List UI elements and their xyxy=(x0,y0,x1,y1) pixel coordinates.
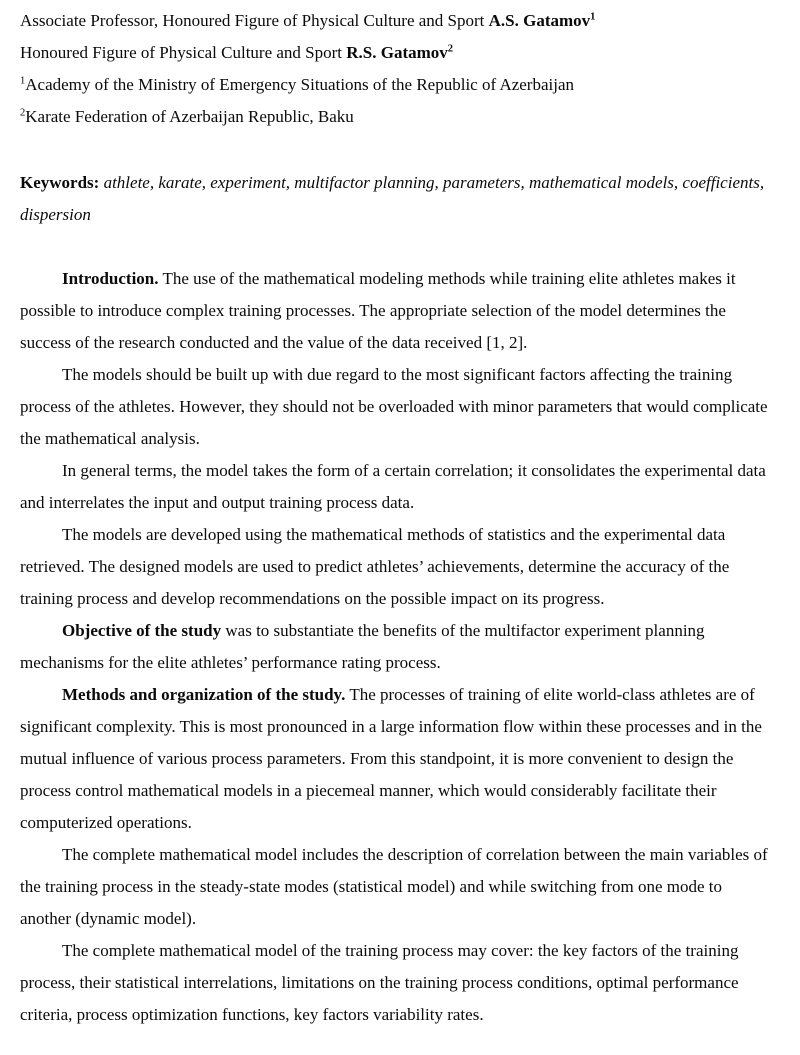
keywords-label: Keywords: xyxy=(20,173,100,192)
paragraph xyxy=(20,935,772,1031)
paragraph xyxy=(20,839,772,935)
author-superscript: 2 xyxy=(447,43,454,55)
paragraph-text: The processes of training of elite world-class athletes are of significant complexity. This is most pronounced in a large information flow within these processes and in the mutual influence of various process parameters. From this standpoint, it is more convenient to design the process control mathematical models in a piecemeal manner, which would considerably facilitate their computerized operations. xyxy=(20,685,762,832)
paragraph xyxy=(20,359,772,455)
paragraph-lead: Objective of the study xyxy=(62,621,222,640)
author-name-text: A.S. Gatamov xyxy=(488,11,591,30)
paragraph-text: The models are developed using the mathematical methods of statistics and the experimental data retrieved. The designed models are used to predict athletes’ achievements, determine the accuracy of the training process and develop recommendations on the possible impact on its progress. xyxy=(20,525,730,608)
author-line-1 xyxy=(20,5,772,37)
paragraph-text: The use of the mathematical modeling methods while training elite athletes makes it possible to introduce complex training processes. The appropriate selection of the model determines the success of the research conducted and the value of the data received [1, 2]. xyxy=(20,269,736,352)
author-name xyxy=(489,11,596,30)
affiliation-line-1 xyxy=(20,69,772,101)
affiliation-superscript: 1 xyxy=(20,75,26,87)
paragraph-text: was to substantiate the benefits of the multifactor experiment planning mechanisms for the elite athletes’ performance rating process. xyxy=(20,621,705,672)
author-prefix: Honoured Figure of Physical Culture and Sport xyxy=(20,43,347,62)
paragraph-lead: Methods and organization of the study. xyxy=(62,685,346,704)
paragraph-text: The models should be built up with due regard to the most significant factors affecting the training process of the athletes. However, they should not be overloaded with minor parameters that would complicate the mathematical analysis. xyxy=(20,365,768,448)
author-name-text: R.S. Gatamov xyxy=(346,43,448,62)
paragraph-methods xyxy=(20,679,772,839)
paragraph-introduction xyxy=(20,263,772,359)
author-name xyxy=(346,43,453,62)
affiliation-text: Karate Federation of Azerbaijan Republic, Baku xyxy=(25,107,354,126)
author-prefix: Associate Professor, Honoured Figure of Physical Culture and Sport xyxy=(20,11,489,30)
paragraph-text: The complete mathematical model of the training process may cover: the key factors of the training process, their statistical interrelations, limitations on the training process conditions, optimal performance criteria, process optimization functions, key factors variability rates. xyxy=(20,941,739,1024)
keywords-line xyxy=(20,167,772,231)
paragraph-lead: Introduction. xyxy=(62,269,159,288)
paragraph-text: The complete mathematical model includes the description of correlation between the main variables of the training process in the steady-state modes (statistical model) and while switching from one mode to another (dynamic model). xyxy=(20,845,768,928)
affiliation-superscript: 2 xyxy=(20,107,26,119)
author-superscript: 1 xyxy=(590,11,596,23)
affiliation-line-2 xyxy=(20,101,772,133)
paragraph xyxy=(20,519,772,615)
paragraph xyxy=(20,455,772,519)
paragraph-text: In general terms, the model takes the form of a certain correlation; it consolidates the experimental data and interrelates the input and output training process data. xyxy=(20,461,766,512)
paragraph-objective xyxy=(20,615,772,679)
author-line-2 xyxy=(20,37,772,69)
keywords-list: athlete, karate, experiment, multifactor planning, parameters, mathematical models, coefficients, dispersion xyxy=(20,173,765,224)
affiliation-text: Academy of the Ministry of Emergency Situations of the Republic of Azerbaijan xyxy=(25,75,575,94)
